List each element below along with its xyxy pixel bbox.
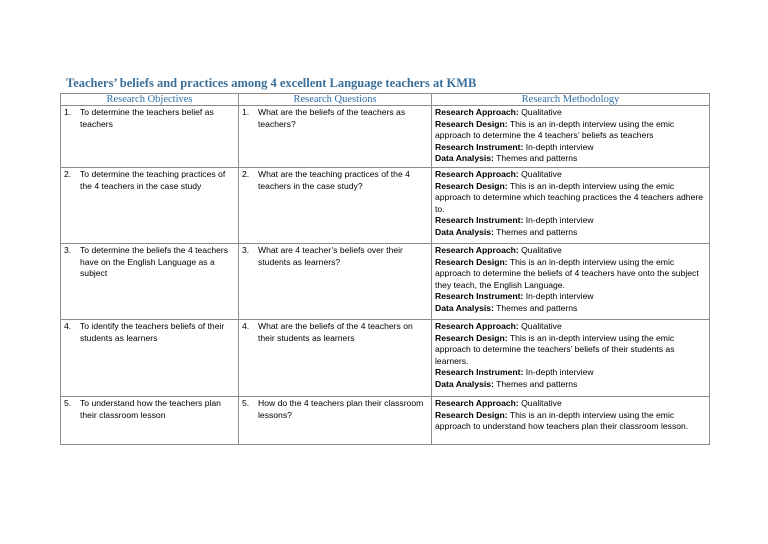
approach-value: Qualitative xyxy=(521,320,562,331)
instrument-value: In-depth interview xyxy=(525,291,594,302)
methodology-cell xyxy=(432,319,710,396)
objective-cell xyxy=(61,106,239,168)
methodology-cell xyxy=(432,396,710,444)
question-text: How do the 4 teachers plan their classroom lessons? xyxy=(258,397,424,420)
instrument-label: Research Instrument: xyxy=(435,367,524,378)
question-cell xyxy=(239,396,432,444)
analysis-label: Data Analysis: xyxy=(435,378,494,389)
approach-value: Qualitative xyxy=(521,244,562,255)
question-text: What are the beliefs of the teachers as teachers? xyxy=(258,107,406,129)
instrument-label: Research Instrument: xyxy=(435,291,524,302)
approach-value: Qualitative xyxy=(521,107,562,117)
methodology-cell xyxy=(432,243,710,319)
methodology-cell xyxy=(432,106,710,168)
design-label: Research Design: xyxy=(435,409,508,420)
objective-number: 4. xyxy=(64,320,72,331)
design-label: Research Design: xyxy=(435,118,508,129)
analysis-value: Themes and patterns xyxy=(496,302,578,313)
question-text: What are the beliefs of the 4 teachers on their students as learners xyxy=(258,320,413,343)
approach-label: Research Approach: xyxy=(435,397,519,408)
question-number: 3. xyxy=(242,244,250,255)
design-value: This is an in-depth interview using the emic approach to determine the beliefs of 4 teachers have onto the subject they teach, the English Language. xyxy=(435,256,699,290)
objective-text: To determine the beliefs the 4 teachers have on the English Language as a subject xyxy=(80,244,229,279)
design-label: Research Design: xyxy=(435,256,508,267)
approach-value: Qualitative xyxy=(521,397,562,408)
question-cell xyxy=(239,167,432,243)
analysis-value: Themes and patterns xyxy=(496,153,578,164)
approach-label: Research Approach: xyxy=(435,320,519,331)
methodology-cell xyxy=(432,167,710,243)
objective-number: 5. xyxy=(64,397,72,408)
objective-number: 1. xyxy=(64,107,72,117)
table-row xyxy=(61,106,710,168)
instrument-value: In-depth interview xyxy=(525,215,594,226)
question-text: What are 4 teacher’s beliefs over their students as learners? xyxy=(258,244,403,267)
analysis-label: Data Analysis: xyxy=(435,226,494,237)
document-title: Teachers’ beliefs and practices among 4 excellent Language teachers at KMB xyxy=(66,76,477,90)
approach-label: Research Approach: xyxy=(435,168,519,179)
analysis-label: Data Analysis: xyxy=(435,153,494,164)
question-number: 1. xyxy=(242,107,250,117)
header-objectives: Research Objectives xyxy=(61,94,239,106)
instrument-label: Research Instrument: xyxy=(435,215,524,226)
header-row xyxy=(61,94,710,106)
table-row xyxy=(61,243,710,319)
question-cell xyxy=(239,319,432,396)
objective-cell xyxy=(61,396,239,444)
research-table xyxy=(60,93,710,445)
design-label: Research Design: xyxy=(435,180,508,191)
design-value: This is an in-depth interview using the emic approach to determine which teaching practices the 4 teachers adhere to. xyxy=(435,180,704,214)
header-methodology: Research Methodology xyxy=(432,94,710,106)
analysis-label: Data Analysis: xyxy=(435,302,494,313)
approach-label: Research Approach: xyxy=(435,244,519,255)
instrument-label: Research Instrument: xyxy=(435,141,524,152)
analysis-value: Themes and patterns xyxy=(496,378,578,389)
analysis-value: Themes and patterns xyxy=(496,226,578,237)
question-cell xyxy=(239,106,432,168)
design-value: This is an in-depth interview using the emic approach to understand how teachers plan their classroom lesson. xyxy=(435,409,689,432)
objective-cell xyxy=(61,243,239,319)
header-questions: Research Questions xyxy=(239,94,432,106)
objective-text: To identify the teachers beliefs of their students as learners xyxy=(80,320,225,343)
approach-label: Research Approach: xyxy=(435,107,519,117)
objective-text: To determine the teachers belief as teachers xyxy=(80,107,214,129)
instrument-value: In-depth interview xyxy=(525,141,594,152)
objective-number: 3. xyxy=(64,244,72,255)
design-value: This is an in-depth interview using the emic approach to determine the teachers’ beliefs of their students as learners. xyxy=(435,332,675,366)
question-number: 2. xyxy=(242,168,250,179)
design-label: Research Design: xyxy=(435,332,508,343)
objective-cell xyxy=(61,319,239,396)
approach-value: Qualitative xyxy=(521,168,562,179)
question-number: 4. xyxy=(242,320,250,331)
design-value: This is an in-depth interview using the emic approach to determine the 4 teachers’ beliefs as teachers xyxy=(435,118,675,141)
objective-text: To understand how the teachers plan their classroom lesson xyxy=(80,397,221,420)
objective-number: 2. xyxy=(64,168,72,179)
instrument-value: In-depth interview xyxy=(525,367,594,378)
objective-text: To determine the teaching practices of the 4 teachers in the case study xyxy=(80,168,226,191)
table-row xyxy=(61,167,710,243)
question-cell xyxy=(239,243,432,319)
question-number: 5. xyxy=(242,397,250,408)
question-text: What are the teaching practices of the 4 teachers in the case study? xyxy=(258,168,410,191)
table-row xyxy=(61,396,710,444)
objective-cell xyxy=(61,167,239,243)
table-row xyxy=(61,319,710,396)
